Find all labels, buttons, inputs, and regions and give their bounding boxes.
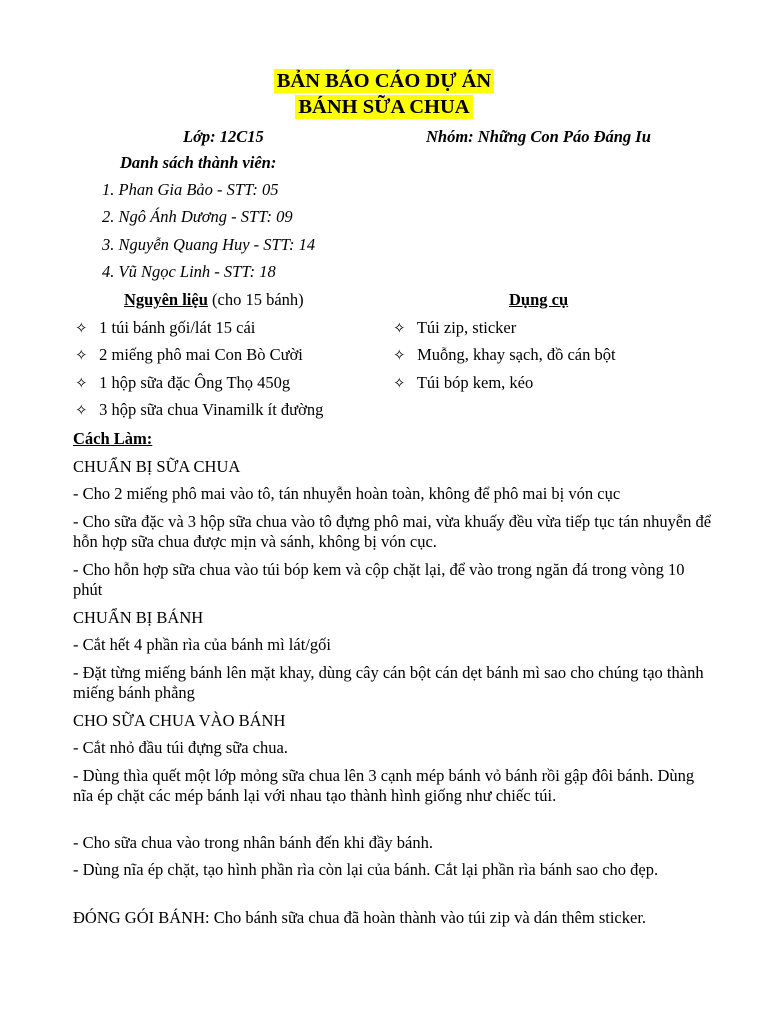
step-text: - Cho 2 miếng phô mai vào tô, tán nhuyễn hoàn toàn, không để phô mai bị vón cục — [73, 484, 621, 503]
tool-item — [393, 373, 533, 394]
ingredient-item — [75, 373, 290, 394]
section-heading: CHUẨN BỊ SỮA CHUA — [73, 457, 241, 476]
sparkle-bullet-icon: ✧ — [393, 348, 406, 364]
title-line-2: BÁNH SỮA CHUA — [295, 95, 472, 119]
ingredient-item — [75, 400, 323, 421]
ingredients-heading — [124, 290, 304, 310]
method-heading: Cách Làm: — [73, 429, 153, 448]
ingredients-heading-note: (cho 15 bánh) — [207, 290, 304, 309]
tool-text: Túi zip, sticker — [416, 318, 517, 337]
tool-text: Muỗng, khay sạch, đồ cán bột — [417, 345, 616, 364]
member-item: 1. Phan Gia Bảo - STT: 05 — [102, 180, 279, 199]
step-text: - Dùng thìa quết một lớp mỏng sữa chua lên 3 cạnh mép bánh vỏ bánh rồi gập đôi bánh. Dùng nĩa ép chặt các mép bánh lại với nhau tạo thành hình giống như chiếc túi. — [73, 766, 695, 805]
ingredient-text: 2 miếng phô mai Con Bò Cười — [99, 345, 303, 364]
member-item: 4. Vũ Ngọc Linh - STT: 18 — [102, 262, 276, 281]
tool-item — [393, 345, 616, 366]
step-text: - Cắt nhỏ đầu túi đựng sữa chua. — [73, 738, 288, 757]
member-item: 3. Nguyễn Quang Huy - STT: 14 — [102, 235, 316, 254]
sparkle-bullet-icon: ✧ — [75, 376, 88, 392]
tool-text: Túi bóp kem, kéo — [416, 373, 534, 392]
tools-heading: Dụng cụ — [509, 290, 569, 309]
title-line-1: BẢN BÁO CÁO DỰ ÁN — [274, 69, 495, 93]
class-label: Lớp: 12C15 — [183, 127, 264, 146]
ingredient-text: 3 hộp sữa chua Vinamilk ít đường — [99, 400, 324, 419]
sparkle-bullet-icon: ✧ — [75, 403, 88, 419]
members-heading: Danh sách thành viên: — [120, 153, 277, 172]
ingredients-heading-label: Nguyên liệu — [124, 290, 208, 309]
step-text: - Cho hỗn hợp sữa chua vào túi bóp kem và cộp chặt lại, để vào trong ngăn đá trong vòng 10 phút — [73, 560, 685, 599]
sparkle-bullet-icon: ✧ — [75, 348, 88, 364]
ingredient-item — [75, 318, 255, 339]
section-heading: CHUẨN BỊ BÁNH — [73, 608, 204, 627]
sparkle-bullet-icon: ✧ — [393, 321, 406, 337]
step-text: - Dùng nĩa ép chặt, tạo hình phần rìa còn lại của bánh. Cắt lại phần rìa bánh sao cho đẹp. — [73, 860, 659, 879]
step-text: - Cho sữa đặc và 3 hộp sữa chua vào tô đựng phô mai, vừa khuấy đều vừa tiếp tục tán nhuyễn để hỗn hợp sữa chua được mịn và sánh, không bị vón cục. — [73, 512, 712, 551]
packaging-text: ĐÓNG GÓI BÁNH: Cho bánh sữa chua đã hoàn thành vào túi zip và dán thêm sticker. — [73, 908, 647, 927]
section-heading: CHO SỮA CHUA VÀO BÁNH — [73, 711, 286, 730]
ingredient-item — [75, 345, 303, 366]
report-title — [0, 69, 768, 121]
member-item: 2. Ngô Ánh Dương - STT: 09 — [102, 207, 293, 226]
sparkle-bullet-icon: ✧ — [75, 321, 88, 337]
ingredient-text: 1 hộp sữa đặc Ông Thọ 450g — [99, 373, 291, 392]
group-label: Nhóm: Những Con Páo Đáng Iu — [426, 127, 651, 146]
sparkle-bullet-icon: ✧ — [393, 376, 406, 392]
step-text: - Cắt hết 4 phần rìa của bánh mì lát/gối — [73, 635, 331, 654]
step-text: - Đặt từng miếng bánh lên mặt khay, dùng cây cán bột cán dẹt bánh mì sao cho chúng tạo thành miếng bánh phẳng — [73, 663, 704, 702]
ingredient-text: 1 túi bánh gối/lát 15 cái — [99, 318, 256, 337]
step-text: - Cho sữa chua vào trong nhân bánh đến khi đầy bánh. — [73, 833, 433, 852]
tool-item — [393, 318, 516, 339]
